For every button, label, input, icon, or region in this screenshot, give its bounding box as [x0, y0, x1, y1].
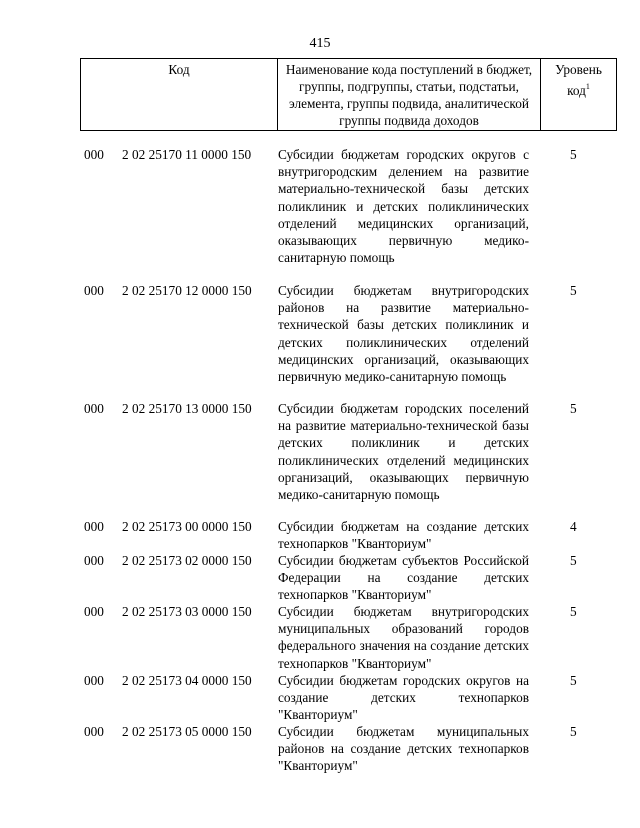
row-prefix: 000: [84, 283, 104, 298]
table-row: [84, 518, 604, 552]
row-code: 2 02 25173 00 0000 150: [122, 519, 252, 534]
row-level: 5: [570, 673, 577, 688]
row-code: 2 02 25170 12 0000 150: [122, 283, 252, 298]
row-level: 5: [570, 724, 577, 739]
row-code: 2 02 25173 02 0000 150: [122, 553, 252, 568]
row-level: 4: [570, 519, 577, 534]
table-body: [84, 146, 604, 774]
row-code: 2 02 25173 04 0000 150: [122, 673, 252, 688]
row-level: 5: [570, 283, 577, 298]
table-row: [84, 672, 604, 723]
row-level: 5: [570, 147, 577, 162]
row-name: Субсидии бюджетам внутригородских районов на развитие материально-технической базы детских поликлиник и детских поликлинических отделений медицинских организаций, оказывающих первичную медико-санитарную помощь: [278, 283, 529, 385]
table-row: [84, 146, 604, 282]
row-name: Субсидии бюджетам на создание детских технопарков "Кванториум": [278, 519, 529, 552]
row-name: Субсидии бюджетам внутригородских муниципальных образований городов федерального значения на создание детских технопарков "Кванториум": [278, 604, 529, 671]
row-level: 5: [570, 604, 577, 619]
row-level: 5: [570, 401, 577, 416]
row-level: 5: [570, 553, 577, 568]
header-code: Код: [81, 59, 278, 131]
row-code: 2 02 25173 03 0000 150: [122, 604, 252, 619]
row-name: Субсидии бюджетам субъектов Российской Федерации на создание детских технопарков "Кванториум": [278, 553, 529, 603]
table-row: [84, 603, 604, 672]
header-name: Наименование кода поступлений в бюджет, группы, подгруппы, статьи, подстатьи, элемента, группы подвида, аналитической группы подвида доходов: [278, 59, 541, 131]
row-name: Субсидии бюджетам городских поселений на развитие материально-технической базы детских поликлиник и детских поликлинических отделений медицинских организаций, оказывающих первичную медико-санитарную помощь: [278, 401, 529, 503]
row-name: Субсидии бюджетам городских округов с внутригородским делением на развитие материально-технической базы детских поликлиник и детских поликлинических отделений медицинских организаций, оказывающих первичную медико-санитарную помощь: [278, 147, 529, 266]
row-code: 2 02 25173 05 0000 150: [122, 724, 252, 739]
row-name: Субсидии бюджетам муниципальных районов на создание детских технопарков "Кванториум": [278, 724, 529, 774]
row-prefix: 000: [84, 147, 104, 162]
header-level: [541, 59, 617, 131]
row-code: 2 02 25170 13 0000 150: [122, 401, 252, 416]
row-prefix: 000: [84, 724, 104, 739]
row-prefix: 000: [84, 553, 104, 568]
table-row: [84, 552, 604, 603]
row-prefix: 000: [84, 401, 104, 416]
row-prefix: 000: [84, 519, 104, 534]
header-level-label: Уровень код: [555, 62, 602, 98]
row-code: 2 02 25170 11 0000 150: [122, 147, 252, 162]
table-row: [84, 723, 604, 774]
row-prefix: 000: [84, 673, 104, 688]
table-row: [84, 400, 604, 518]
footnote-marker: 1: [585, 82, 590, 91]
table-row: [84, 282, 604, 400]
row-name: Субсидии бюджетам городских округов на создание детских технопарков "Кванториум": [278, 673, 529, 723]
table-header: [80, 58, 617, 131]
page-number: 415: [309, 36, 331, 51]
row-prefix: 000: [84, 604, 104, 619]
